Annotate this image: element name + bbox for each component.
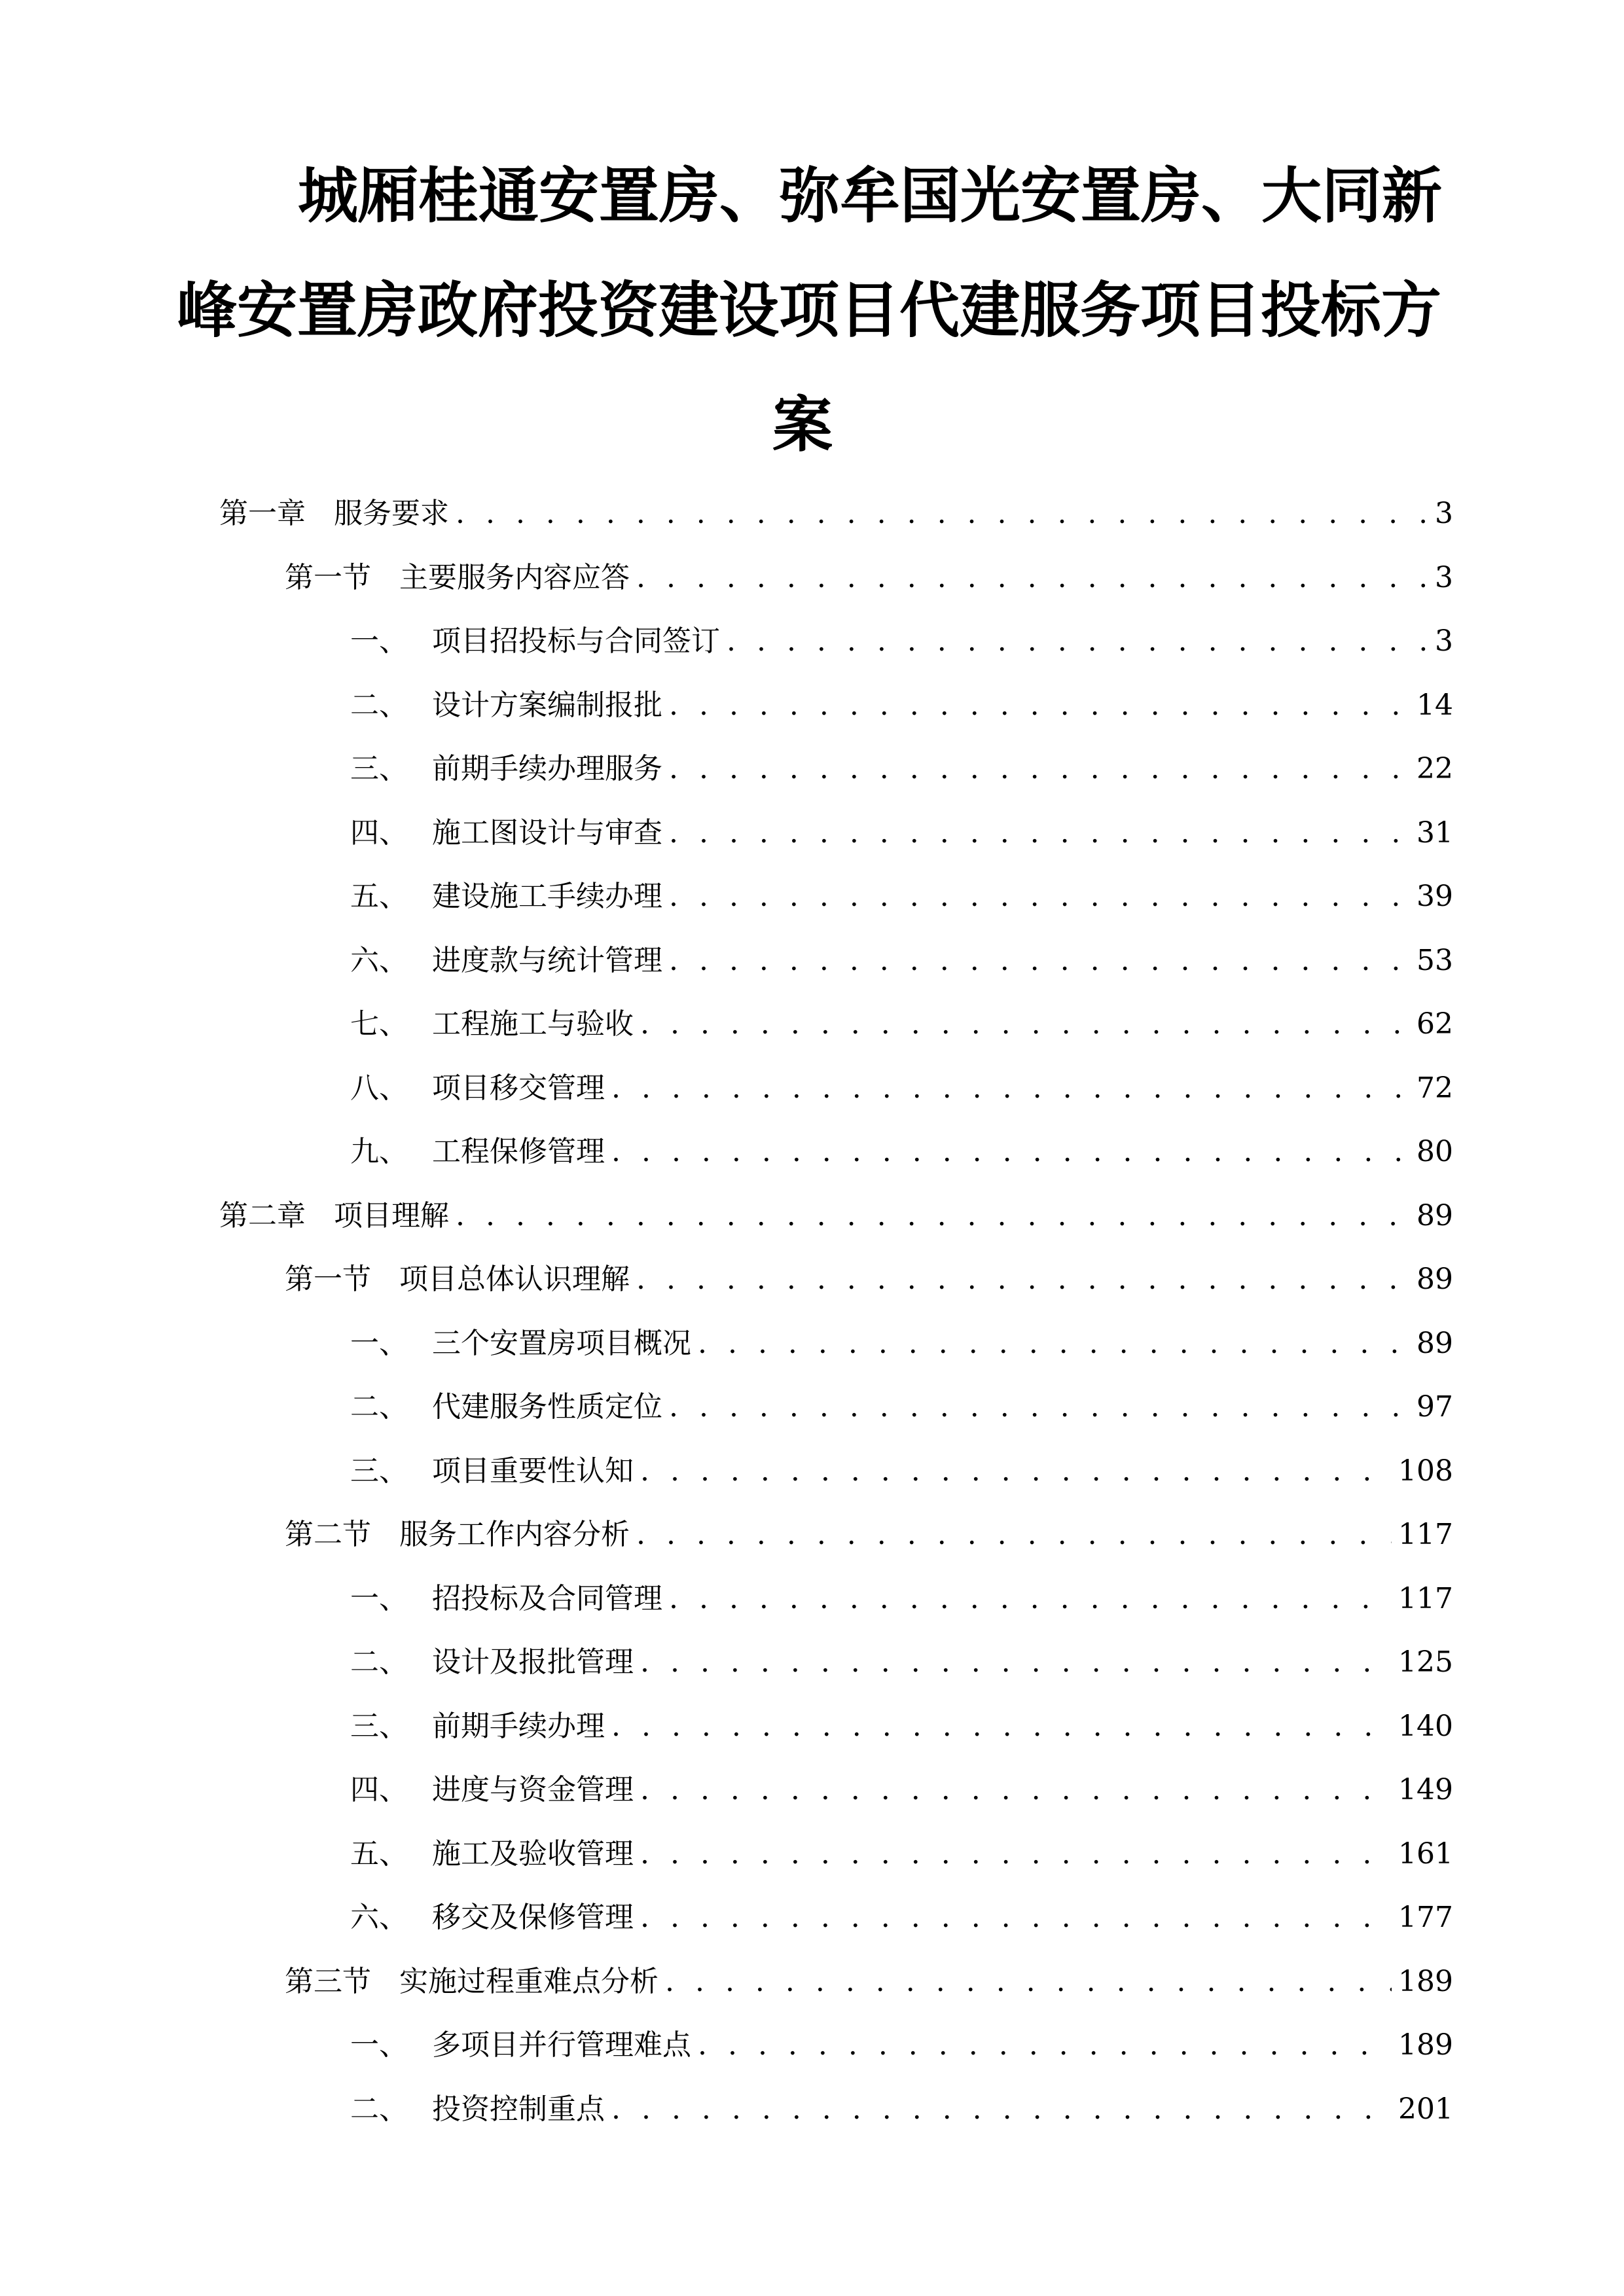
toc-entry-page-number: 53 — [1416, 944, 1453, 977]
toc-entry[interactable] — [219, 1196, 1453, 1236]
toc-entry-page-number: 201 — [1398, 2092, 1453, 2126]
toc-entry-number: 八、 — [350, 1071, 408, 1105]
toc-leader-dots — [669, 1579, 1392, 1619]
toc-entry-page-number: 149 — [1398, 1773, 1453, 1806]
toc-leader-dots — [669, 749, 1410, 789]
toc-entry-title: 设计及报批管理 — [432, 1645, 634, 1679]
toc-entry-page-number: 62 — [1416, 1007, 1453, 1041]
toc-entry-page-number: 140 — [1398, 1710, 1453, 1743]
toc-entry-title: 进度款与统计管理 — [432, 944, 662, 977]
toc-entry[interactable] — [350, 1643, 1453, 1682]
toc-entry-title: 项目总体认识理解 — [399, 1263, 630, 1296]
toc-leader-dots — [636, 558, 1427, 598]
toc-entry-number: 六、 — [350, 944, 408, 977]
toc-entry-number: 九、 — [350, 1135, 408, 1168]
toc-entry-page-number: 89 — [1416, 1263, 1453, 1296]
document-title-line-3: 案 — [772, 390, 833, 460]
toc-entry-title: 进度与资金管理 — [432, 1773, 634, 1806]
toc-entry[interactable] — [285, 1515, 1453, 1554]
toc-leader-dots — [669, 686, 1410, 725]
toc-entry-page-number: 125 — [1398, 1645, 1453, 1679]
toc-entry-title: 代建服务性质定位 — [432, 1390, 662, 1424]
toc-entry[interactable] — [350, 1835, 1453, 1874]
toc-entry-number: 二、 — [350, 1390, 408, 1424]
toc-leader-dots — [640, 1770, 1392, 1810]
toc-entry[interactable] — [350, 1132, 1453, 1172]
toc-entry-title: 工程施工与验收 — [432, 1007, 634, 1041]
toc-entry-title: 项目招投标与合同签订 — [432, 624, 720, 658]
toc-entry-title: 主要服务内容应答 — [399, 561, 630, 594]
toc-entry-page-number: 89 — [1416, 1199, 1453, 1232]
toc-entry[interactable] — [350, 877, 1453, 916]
toc-entry-title: 设计方案编制报批 — [432, 689, 662, 722]
toc-entry[interactable] — [350, 686, 1453, 725]
toc-entry-page-number: 117 — [1398, 1582, 1453, 1615]
toc-entry[interactable] — [350, 1324, 1453, 1363]
toc-entry-title: 项目移交管理 — [432, 1071, 605, 1105]
document-title-line-1: 城厢桂通安置房、弥牟国光安置房、大同新 — [298, 161, 1443, 231]
toc-leader-dots — [456, 1196, 1410, 1236]
toc-entry-page-number: 189 — [1398, 1965, 1453, 1998]
toc-leader-dots — [669, 814, 1410, 853]
toc-entry-page-number: 72 — [1416, 1071, 1453, 1105]
toc-entry[interactable] — [350, 1707, 1453, 1746]
toc-entry-number: 二、 — [350, 689, 408, 722]
toc-entry-number: 二、 — [350, 1645, 408, 1679]
toc-entry-page-number: 31 — [1416, 816, 1453, 850]
toc-entry-title: 施工及验收管理 — [432, 1837, 634, 1871]
toc-leader-dots — [640, 1898, 1392, 1937]
toc-leader-dots — [669, 941, 1410, 980]
toc-leader-dots — [640, 1835, 1392, 1874]
toc-entry-title: 招投标及合同管理 — [432, 1582, 662, 1615]
toc-entry[interactable] — [350, 814, 1453, 853]
toc-entry[interactable] — [350, 1005, 1453, 1044]
toc-entry-page-number: 117 — [1398, 1518, 1453, 1551]
toc-leader-dots — [611, 2090, 1392, 2129]
toc-entry[interactable] — [350, 1770, 1453, 1810]
toc-leader-dots — [636, 1515, 1392, 1554]
toc-entry-page-number: 108 — [1398, 1454, 1453, 1488]
toc-entry-title: 工程保修管理 — [432, 1135, 605, 1168]
toc-leader-dots — [611, 1707, 1392, 1746]
toc-entry-title: 服务工作内容分析 — [399, 1518, 630, 1551]
toc-leader-dots — [698, 2026, 1392, 2065]
toc-leader-dots — [640, 1643, 1392, 1682]
toc-leader-dots — [669, 877, 1410, 916]
toc-entry-number: 第一章 — [219, 497, 306, 530]
toc-entry-title: 前期手续办理服务 — [432, 752, 662, 785]
toc-entry[interactable] — [350, 2026, 1453, 2065]
toc-leader-dots — [698, 1324, 1410, 1363]
toc-entry-page-number: 22 — [1416, 752, 1453, 785]
toc-entry-page-number: 3 — [1435, 624, 1453, 658]
toc-entry-number: 六、 — [350, 1901, 408, 1934]
toc-entry-page-number: 14 — [1416, 689, 1453, 722]
toc-entry-number: 一、 — [350, 624, 408, 658]
toc-entry-page-number: 177 — [1398, 1901, 1453, 1934]
toc-entry[interactable] — [285, 1962, 1453, 2001]
toc-entry-number: 第二章 — [219, 1199, 306, 1232]
toc-entry[interactable] — [350, 1898, 1453, 1937]
toc-entry-number: 五、 — [350, 880, 408, 913]
toc-entry-title: 服务要求 — [334, 497, 449, 530]
toc-entry-title: 移交及保修管理 — [432, 1901, 634, 1934]
toc-entry[interactable] — [350, 1388, 1453, 1427]
toc-entry[interactable] — [350, 1452, 1453, 1491]
toc-entry-number: 第二节 — [285, 1518, 371, 1551]
toc-entry[interactable] — [350, 2090, 1453, 2129]
toc-entry-number: 一、 — [350, 2028, 408, 2062]
toc-leader-dots — [669, 1388, 1410, 1427]
toc-leader-dots — [611, 1132, 1410, 1172]
toc-entry[interactable] — [219, 494, 1453, 533]
toc-entry-number: 二、 — [350, 2092, 408, 2126]
toc-entry[interactable] — [285, 558, 1453, 598]
toc-entry-number: 三、 — [350, 752, 408, 785]
toc-entry[interactable] — [350, 941, 1453, 980]
toc-leader-dots — [727, 622, 1427, 661]
toc-entry-page-number: 189 — [1398, 2028, 1453, 2062]
toc-entry-number: 五、 — [350, 1837, 408, 1871]
toc-entry[interactable] — [350, 622, 1453, 661]
toc-entry[interactable] — [350, 1069, 1453, 1108]
toc-leader-dots — [456, 494, 1427, 533]
toc-entry-number: 一、 — [350, 1327, 408, 1360]
toc-entry[interactable] — [285, 1260, 1453, 1299]
toc-entry-title: 三个安置房项目概况 — [432, 1327, 691, 1360]
toc-leader-dots — [665, 1962, 1392, 2001]
toc-entry-title: 前期手续办理 — [432, 1710, 605, 1743]
toc-entry-page-number: 3 — [1435, 497, 1453, 530]
toc-entry[interactable] — [350, 1579, 1453, 1619]
toc-entry-page-number: 80 — [1416, 1135, 1453, 1168]
toc-entry-number: 三、 — [350, 1710, 408, 1743]
toc-entry-page-number: 3 — [1435, 561, 1453, 594]
toc-entry-title: 项目重要性认知 — [432, 1454, 634, 1488]
toc-entry-title: 项目理解 — [334, 1199, 449, 1232]
toc-entry-number: 四、 — [350, 816, 408, 850]
toc-entry-number: 七、 — [350, 1007, 408, 1041]
toc-entry-title: 建设施工手续办理 — [432, 880, 662, 913]
toc-entry-number: 一、 — [350, 1582, 408, 1615]
toc-entry-title: 实施过程重难点分析 — [399, 1965, 659, 1998]
toc-entry-number: 第一节 — [285, 1263, 371, 1296]
toc-entry-page-number: 89 — [1416, 1327, 1453, 1360]
toc-entry-number: 三、 — [350, 1454, 408, 1488]
toc-entry-page-number: 39 — [1416, 880, 1453, 913]
toc-leader-dots — [640, 1452, 1392, 1491]
toc-entry-page-number: 161 — [1398, 1837, 1453, 1871]
toc-entry-title: 多项目并行管理难点 — [432, 2028, 691, 2062]
toc-entry[interactable] — [350, 749, 1453, 789]
document-title-line-2: 峰安置房政府投资建设项目代建服务项目投标方 — [177, 276, 1442, 346]
toc-entry-number: 第三节 — [285, 1965, 371, 1998]
toc-leader-dots — [636, 1260, 1410, 1299]
toc-entry-title: 投资控制重点 — [432, 2092, 605, 2126]
toc-entry-page-number: 97 — [1416, 1390, 1453, 1424]
toc-leader-dots — [640, 1005, 1410, 1044]
toc-entry-number: 第一节 — [285, 561, 371, 594]
toc-entry-title: 施工图设计与审查 — [432, 816, 662, 850]
toc-leader-dots — [611, 1069, 1410, 1108]
toc-entry-number: 四、 — [350, 1773, 408, 1806]
